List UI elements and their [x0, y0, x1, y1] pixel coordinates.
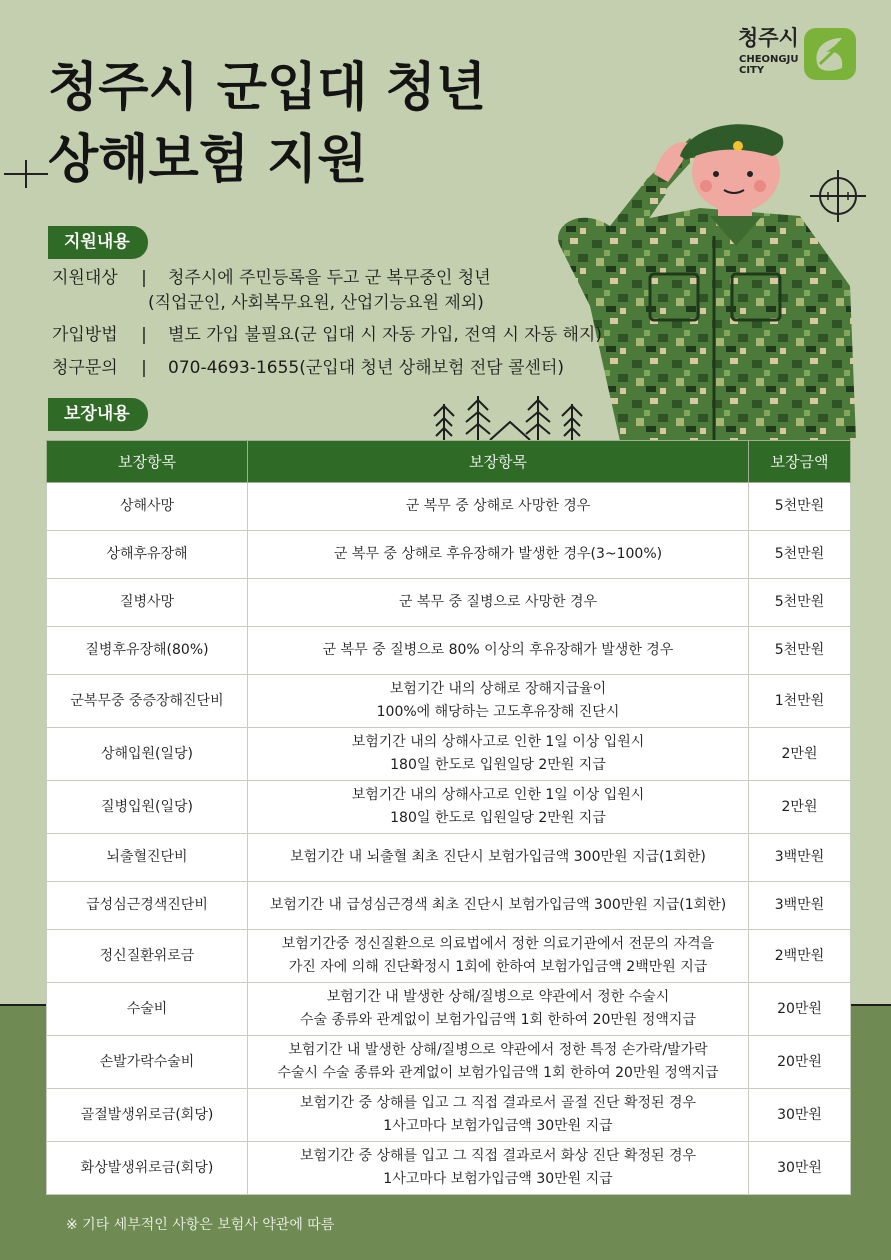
coverage-item: 상해후유장해 — [47, 531, 248, 579]
page-title — [48, 52, 486, 196]
coverage-description: 보험기간 내의 상해로 장해지급율이 100%에 해당하는 고도후유장해 진단시 — [248, 675, 749, 728]
table-row — [47, 579, 851, 627]
table-row — [47, 1036, 851, 1089]
coverage-item: 급성심근경색진단비 — [47, 882, 248, 930]
coverage-amount: 20만원 — [749, 983, 851, 1036]
coverage-item: 질병사망 — [47, 579, 248, 627]
logo-leaf-icon — [802, 26, 858, 82]
coverage-description: 군 복무 중 상해로 후유장해가 발생한 경우(3~100%) — [248, 531, 749, 579]
trees-decoration — [430, 394, 590, 442]
coverage-description: 보험기간 중 상해를 입고 그 직접 결과로서 화상 진단 확정된 경우 1사고마다 보험가입금액 30만원 지급 — [248, 1142, 749, 1195]
coverage-item: 질병후유장해(80%) — [47, 627, 248, 675]
table-row — [47, 1089, 851, 1142]
coverage-item: 질병입원(일당) — [47, 781, 248, 834]
coverage-item: 상해사망 — [47, 483, 248, 531]
coverage-description: 군 복무 중 상해로 사망한 경우 — [248, 483, 749, 531]
logo-english-line1: CHEONGJU — [739, 54, 799, 65]
info-row-target — [52, 266, 491, 290]
cheongju-city-logo — [738, 22, 862, 82]
info-row-enrollment — [52, 323, 602, 347]
coverage-description: 보험기간 내의 상해사고로 인한 1일 이상 입원시 180일 한도로 입원일당 2만원 지급 — [248, 728, 749, 781]
coverage-description: 보험기간 내 발생한 상해/질병으로 약관에서 정한 특정 손가락/발가락 수술시 수술 종류와 관계없이 보험가입금액 1회 한하여 20만원 정액지급 — [248, 1036, 749, 1089]
coverage-description: 군 복무 중 질병으로 사망한 경우 — [248, 579, 749, 627]
coverage-item: 군복무중 중증장해진단비 — [47, 675, 248, 728]
coverage-amount: 3백만원 — [749, 882, 851, 930]
table-row — [47, 930, 851, 983]
coverage-amount: 30만원 — [749, 1142, 851, 1195]
table-row — [47, 834, 851, 882]
coverage-item: 수술비 — [47, 983, 248, 1036]
coverage-item: 정신질환위로금 — [47, 930, 248, 983]
header-description: 보장항목 — [248, 441, 749, 483]
coverage-description: 보험기간 내 뇌출혈 최초 진단시 보험가입금액 300만원 지급(1회한) — [248, 834, 749, 882]
coverage-amount: 2만원 — [749, 728, 851, 781]
coverage-amount: 30만원 — [749, 1089, 851, 1142]
table-row — [47, 483, 851, 531]
coverage-amount: 5천만원 — [749, 627, 851, 675]
info-key-inquiry: 청구문의 — [52, 358, 118, 378]
info-value-inquiry-phone: 070-4693-1655(군입대 청년 상해보험 전담 콜센터) — [168, 358, 565, 378]
info-value-target: 청주시에 주민등록을 두고 군 복무중인 청년 — [168, 268, 491, 288]
coverage-item: 뇌출혈진단비 — [47, 834, 248, 882]
header-item: 보장항목 — [47, 441, 248, 483]
footnote: ※ 기타 세부적인 사항은 보험사 약관에 따름 — [66, 1217, 335, 1233]
table-row — [47, 1142, 851, 1195]
coverage-amount: 3백만원 — [749, 834, 851, 882]
table-row — [47, 675, 851, 728]
coverage-amount: 2만원 — [749, 781, 851, 834]
coverage-amount: 2백만원 — [749, 930, 851, 983]
table-row — [47, 882, 851, 930]
coverage-description: 보험기간중 정신질환으로 의료법에서 정한 의료기관에서 전문의 자격을 가진 자에 의해 진단확정시 1회에 한하여 보험가입금액 2백만원 지급 — [248, 930, 749, 983]
info-value-target-exclusions: (직업군인, 사회복무요원, 산업기능요원 제외) — [148, 293, 484, 313]
coverage-item: 상해입원(일당) — [47, 728, 248, 781]
coverage-table-header — [47, 441, 851, 483]
coverage-description: 보험기간 내 급성심근경색 최초 진단시 보험가입금액 300만원 지급(1회한) — [248, 882, 749, 930]
logo-english-line2: CITY — [739, 65, 765, 76]
table-row — [47, 728, 851, 781]
info-separator: | — [141, 325, 147, 345]
coverage-amount: 20만원 — [749, 1036, 851, 1089]
coverage-section-label: 보장내용 — [48, 398, 148, 431]
table-row — [47, 627, 851, 675]
table-row — [47, 983, 851, 1036]
coverage-table — [46, 440, 851, 1195]
title-line1: 청주시 군입대 청년 — [48, 58, 487, 118]
coverage-description: 보험기간 내의 상해사고로 인한 1일 이상 입원시 180일 한도로 입원일당 2만원 지급 — [248, 781, 749, 834]
coverage-amount: 1천만원 — [749, 675, 851, 728]
info-row-inquiry — [52, 356, 564, 380]
coverage-item: 손발가락수술비 — [47, 1036, 248, 1089]
info-key-enrollment: 가입방법 — [52, 325, 118, 345]
support-section-label: 지원내용 — [48, 226, 148, 259]
info-separator: | — [141, 268, 147, 288]
table-row — [47, 781, 851, 834]
coverage-description: 군 복무 중 질병으로 80% 이상의 후유장해가 발생한 경우 — [248, 627, 749, 675]
logo-korean-text: 청주시 — [738, 26, 799, 50]
coverage-amount: 5천만원 — [749, 531, 851, 579]
coverage-item: 골절발생위로금(회당) — [47, 1089, 248, 1142]
info-separator: | — [141, 358, 147, 378]
coverage-description: 보험기간 중 상해를 입고 그 직접 결과로서 골절 진단 확정된 경우 1사고마다 보험가입금액 30만원 지급 — [248, 1089, 749, 1142]
crosshair-small-icon — [2, 150, 50, 198]
logo-english-text — [739, 54, 801, 76]
coverage-amount: 5천만원 — [749, 483, 851, 531]
saluting-soldier-illustration — [550, 116, 860, 441]
coverage-item: 화상발생위로금(회당) — [47, 1142, 248, 1195]
header-amount: 보장금액 — [749, 441, 851, 483]
coverage-amount: 5천만원 — [749, 579, 851, 627]
info-key-target: 지원대상 — [52, 268, 118, 288]
table-row — [47, 531, 851, 579]
info-value-enrollment: 별도 가입 불필요(군 입대 시 자동 가입, 전역 시 자동 해지) — [168, 325, 602, 345]
coverage-description: 보험기간 내 발생한 상해/질병으로 약관에서 정한 수술시 수술 종류와 관계없이 보험가입금액 1회 한하여 20만원 정액지급 — [248, 983, 749, 1036]
title-line2: 상해보험 지원 — [48, 130, 368, 190]
